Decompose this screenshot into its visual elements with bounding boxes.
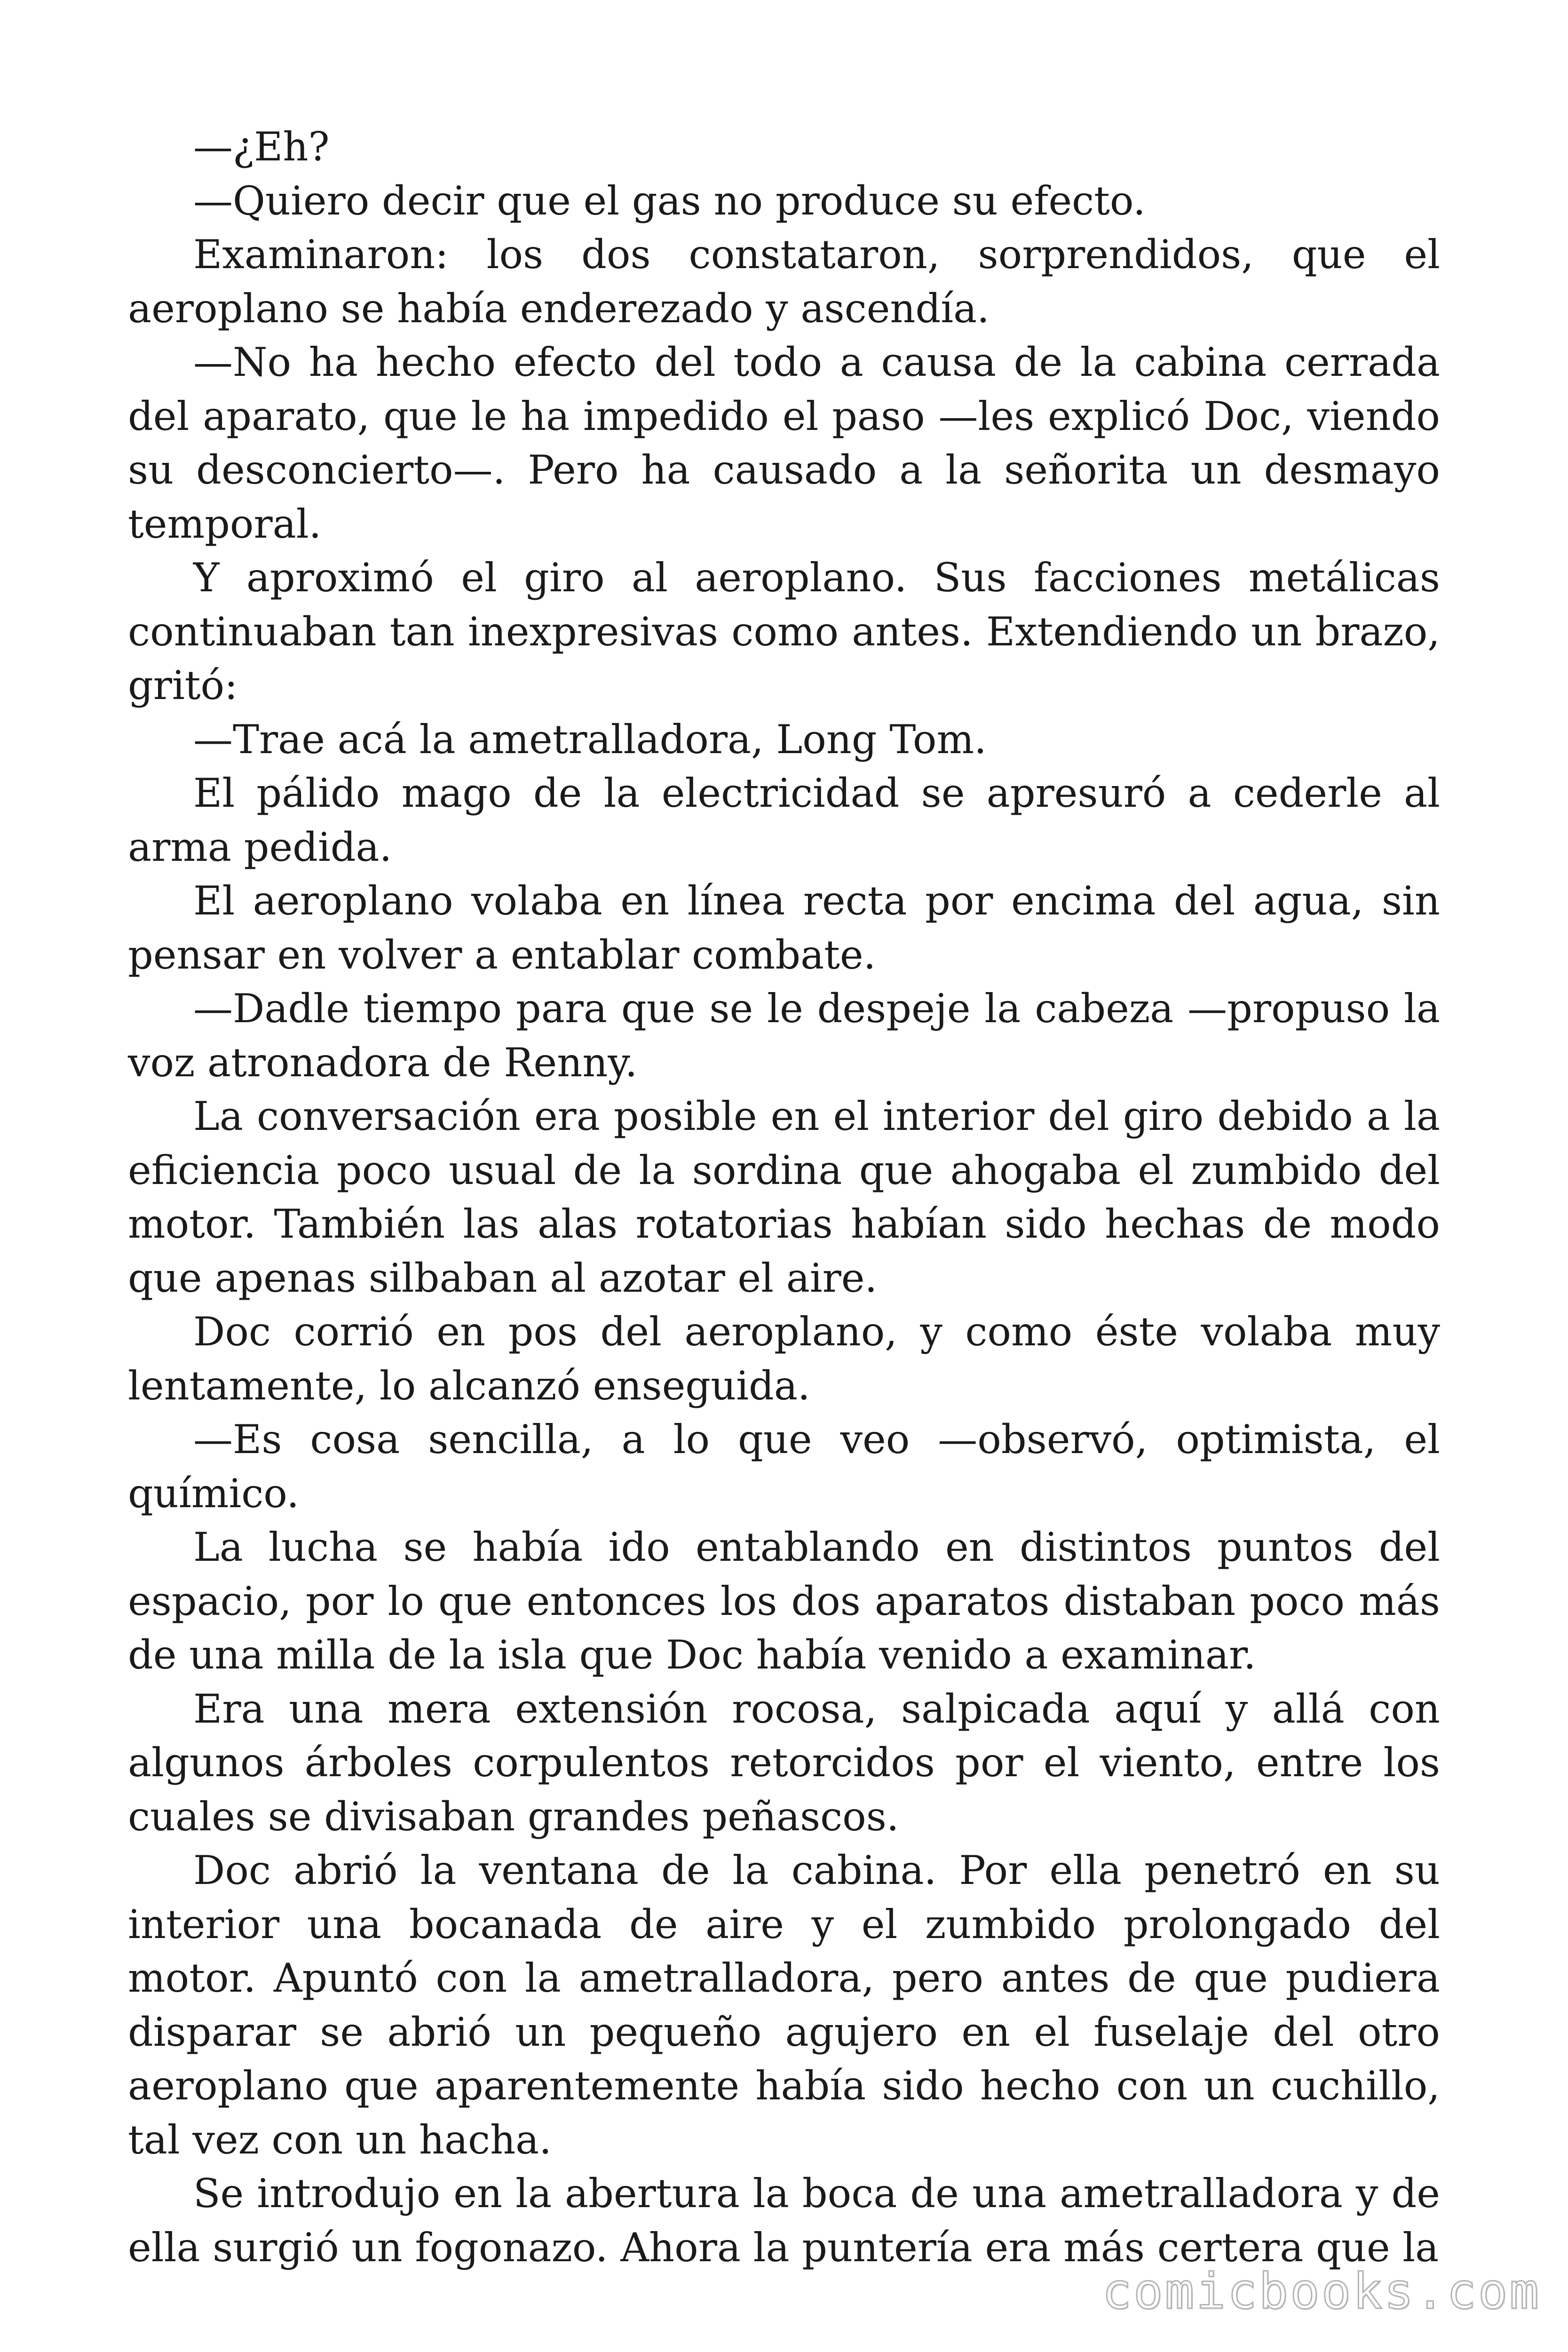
- paragraph: Era una mera extensión rocosa, salpicada aquí y allá con algunos árboles corpulentos retorcidos por el viento, entre los cuales se divisaban grandes peñascos.: [128, 1685, 1440, 1840]
- paragraph: Se introdujo en la abertura la boca de una ametralladora y de ella surgió un fogonazo. Ahora la puntería era más certera que la: [128, 2170, 1440, 2271]
- paragraph: El aeroplano volaba en línea recta por encima del agua, sin pensar en volver a entablar combate.: [128, 878, 1440, 978]
- paragraph: Y aproximó el giro al aeroplano. Sus facciones metálicas continuaban tan inexpresivas como antes. Extendiendo un brazo, gritó:: [128, 555, 1440, 708]
- paragraph: —No ha hecho efecto del todo a causa de la cabina cerrada del aparato, que le ha impedido el paso —les explicó Doc, viendo su desconcierto—. Pero ha causado a la señorita un desmayo temporal.: [128, 339, 1440, 547]
- paragraph: La lucha se había ido entablando en distintos puntos del espacio, por lo que entonces los dos aparatos distaban poco más de una milla de la isla que Doc había venido a examinar.: [128, 1524, 1440, 1678]
- paragraph: —Es cosa sencilla, a lo que veo —observó, optimista, el químico.: [128, 1416, 1440, 1517]
- paragraph: —¿Eh?: [193, 124, 330, 170]
- paragraph: —Trae acá la ametralladora, Long Tom.: [193, 716, 987, 763]
- paragraph: El pálido mago de la electricidad se apresuró a cederle al arma pedida.: [128, 770, 1440, 870]
- paragraph: —Dadle tiempo para que se le despeje la cabeza —propuso la voz atronadora de Renny.: [128, 985, 1440, 1086]
- paragraph: Doc corrió en pos del aeroplano, y como éste volaba muy lentamente, lo alcanzó enseguida.: [128, 1309, 1440, 1409]
- watermark: comicbooks.com: [1102, 2263, 1541, 2320]
- paragraph: Doc abrió la ventana de la cabina. Por ella penetró en su interior una bocanada de aire y el zumbido prolongado del motor. Apuntó con la ametralladora, pero antes de que pudiera disparar se abrió un pequeño agujero en el fuselaje del otro aeroplano que aparentemente había sido hecho con un cuchillo, tal vez con un hacha.: [128, 1847, 1440, 2163]
- paragraph: —Quiero decir que el gas no produce su efecto.: [193, 177, 1146, 224]
- body-text: [128, 120, 1440, 2274]
- paragraph: Examinaron: los dos constataron, sorprendidos, que el aeroplano se había enderezado y ascendía.: [128, 231, 1440, 332]
- paragraph: La conversación era posible en el interior del giro debido a la eficiencia poco usual de la sordina que ahogaba el zumbido del motor. También las alas rotatorias habían sido hechas de modo que apenas silbaban al azotar el aire.: [128, 1093, 1440, 1301]
